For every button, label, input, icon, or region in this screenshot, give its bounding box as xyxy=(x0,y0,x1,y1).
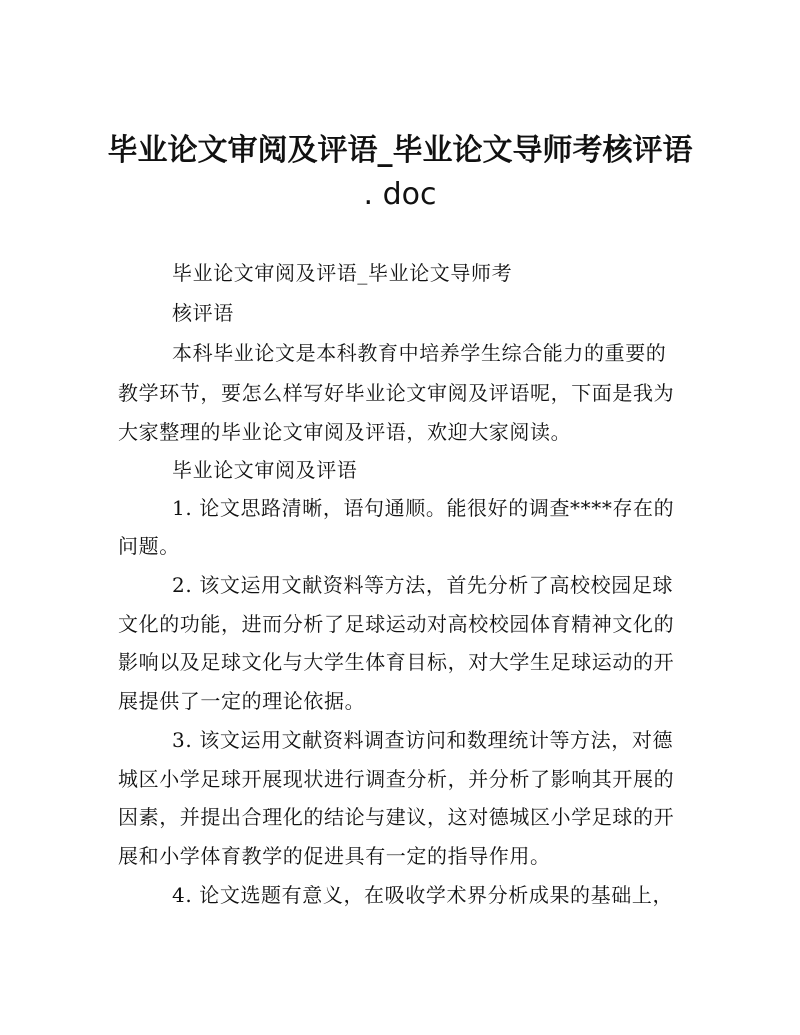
body-line: 教学环节，要怎么样写好毕业论文审阅及评语呢，下面是我为 xyxy=(118,381,675,405)
document-title: 毕业论文审阅及评语_毕业论文导师考核评语 xyxy=(107,133,693,168)
body-line: 问题。 xyxy=(118,534,180,558)
body-line: 核评语 xyxy=(172,301,234,325)
body-line: 因素，并提出合理化的结论与建议，这对德城区小学足球的开 xyxy=(118,805,675,829)
body-line: 1. 论文思路清晰，语句通顺。能很好的调查****存在的 xyxy=(172,496,675,520)
body-line: 本科毕业论文是本科教育中培养学生综合能力的重要的 xyxy=(172,341,667,365)
body-line: 2. 该文运用文献资料等方法，首先分析了高校校园足球 xyxy=(172,573,674,597)
body-line: 展提供了一定的理论依据。 xyxy=(118,689,366,713)
body-line: 大家整理的毕业论文审阅及评语，欢迎大家阅读。 xyxy=(118,420,572,444)
body-line: 影响以及足球文化与大学生体育目标，对大学生足球运动的开 xyxy=(118,650,675,674)
body-line: 城区小学足球开展现状进行调查分析，并分析了影响其开展的 xyxy=(118,767,675,791)
body-line: 毕业论文审阅及评语_毕业论文导师考 xyxy=(172,261,513,285)
document-title-extension: . doc xyxy=(363,177,437,212)
section-heading: 毕业论文审阅及评语 xyxy=(172,458,358,482)
body-line: 4. 论文选题有意义，在吸收学术界分析成果的基础上， xyxy=(172,883,674,907)
body-line: 3. 该文运用文献资料调查访问和数理统计等方法，对德 xyxy=(172,728,674,752)
body-line: 文化的功能，进而分析了足球运动对高校校园体育精神文化的 xyxy=(118,612,675,636)
body-line: 展和小学体育教学的促进具有一定的指导作用。 xyxy=(118,844,551,868)
